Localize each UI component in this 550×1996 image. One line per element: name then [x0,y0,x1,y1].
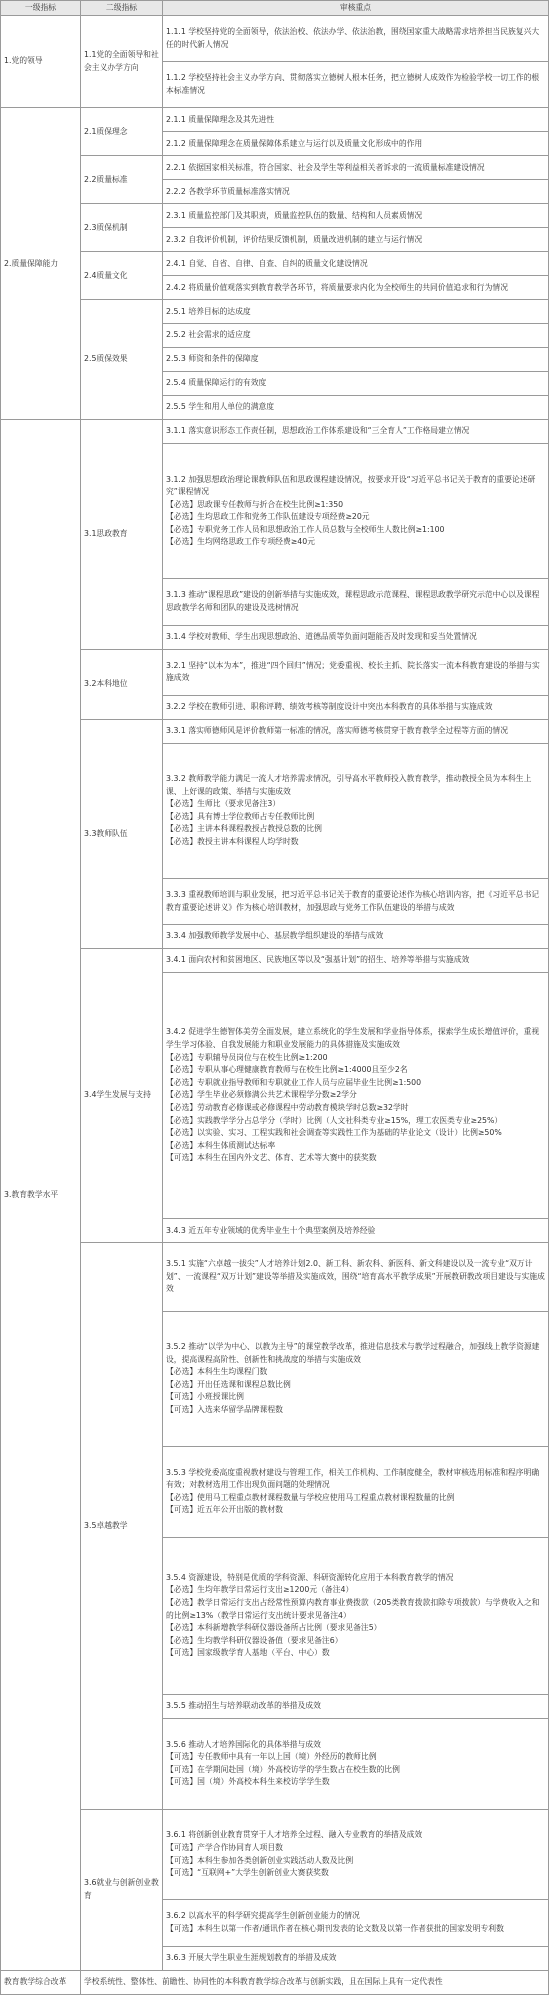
table-row [1,108,549,132]
table-row [1,204,549,228]
audit-item: 3.5.4 资源建设，特别是优质的学科资源、科研资源转化应用于本科教育教学的情况 【必选】生均年教学日常运行支出≥1200元（备注4） 【必选】教学日常运行支出占经常性预算内教育事业费拨款（205类教育拨款扣除专项拨款）与学费收入之和的比例≥13%（教学日常运行支出统计要求见备注4） 【必选】本科新增教学科研仪器设备所占比例（要求见备注5） 【必选】生均教学科研仪器设备值（要求见备注6） 【可选】国家级教学育人基地（平台、中心）数 [163,1537,549,1694]
audit-item: 2.5.2 社会需求的适应度 [163,324,549,348]
audit-item: 3.6.2 以高水平的科学研究提高学生创新创业能力的情况 【可选】本科生以第一作者/通讯作者在核心期刊发表的论文数及以第一作者获批的国家发明专利数 [163,1900,549,1946]
level2-cell: 2.1质保理念 [81,108,163,156]
table-header-row [1,1,549,16]
table-row [1,252,549,276]
audit-item: 1.1.2 学校坚持社会主义办学方向、贯彻落实立德树人根本任务，把立德树人成效作为检验学校一切工作的根本标准情况 [163,62,549,108]
audit-item: 2.5.1 培养目标的达成度 [163,300,549,324]
table-row [1,649,549,695]
level2-cell: 3.3教师队伍 [81,719,163,948]
level2-cell: 2.3质保机制 [81,204,163,252]
level2-cell: 3.4学生发展与支持 [81,949,163,1243]
audit-item: 3.1.1 落实意识形态工作责任制，思想政治工作体系建设和“三全育人”工作格局建立情况 [163,420,549,444]
audit-item: 2.4.1 自觉、自省、自律、自查、自纠的质量文化建设情况 [163,252,549,276]
audit-item: 2.5.3 师资和条件的保障度 [163,348,549,372]
audit-item: 3.3.2 教师教学能力满足一流人才培养需求情况，引导高水平教师投入教育教学，推动教授全员为本科生上课、上好课的政策、举措与实施成效 【必选】生师比（要求见备注3） 【必选】具有博士学位教师占专任教师比例 【必选】主讲本科课程教授占教授总数的比例 【必选】教授主讲本科课程人均学时数 [163,743,549,878]
audit-item: 2.3.1 质量监控部门及其职责，质量监控队伍的数量、结构和人员素质情况 [163,204,549,228]
table-row [1,1809,549,1900]
audit-item: 2.3.2 自我评价机制，评价结果反馈机制，质量改进机制的建立与运行情况 [163,228,549,252]
audit-item: 2.1.1 质量保障理念及其先进性 [163,108,549,132]
audit-item: 3.3.3 重视教师培训与职业发展，把习近平总书记关于教育的重要论述作为核心培训内容，把《习近平总书记教育重要论述讲义》作为核心培训教材，加强思政与党务工作队伍建设的举措与成效 [163,878,549,924]
level1-cell: 3.教育教学水平 [1,420,81,1970]
level2-cell: 3.1思政教育 [81,420,163,649]
audit-item: 3.1.2 加强思想政治理论课教师队伍和思政课程建设情况，按要求开设“习近平总书记关于教育的重要论述研究”课程情况 【必选】思政课专任教师与折合在校生比例≥1:350 【必选】生均思政工作和党务工作队伍建设专项经费≥20元 【必选】专职党务工作人员和思想政治工作人员总数与全校师生人数比例≥1:100 【必选】生均网络思政工作专项经费≥40元 [163,444,549,579]
audit-item: 2.5.5 学生和用人单位的满意度 [163,396,549,420]
audit-item: 3.5.6 推动人才培养国际化的具体举措与成效 【可选】专任教师中具有一年以上国（境）外经历的教师比例 【可选】在学期间赴国（境）外高校访学的学生数占在校生数的比例 【可选】国（境）外高校本科生来校访学学生数 [163,1719,549,1810]
audit-item: 2.4.2 将质量价值观落实到教育教学各环节，将质量要求内化为全校师生的共同价值追求和行为情况 [163,276,549,300]
audit-item: 3.3.4 加强教师教学发展中心、基层教学组织建设的举措与成效 [163,925,549,949]
table-row [1,420,549,444]
audit-item: 2.5.4 质量保障运行的有效度 [163,372,549,396]
table-row [1,1970,549,1994]
audit-item: 2.1.2 质量保障理念在质量保障体系建立与运行以及质量文化形成中的作用 [163,132,549,156]
table-row [1,1243,549,1311]
audit-item: 3.4.1 面向农村和贫困地区、民族地区等以及“强基计划”的招生、培养等举措与实施成效 [163,949,549,973]
audit-item: 3.2.1 坚持“以本为本”，推进“四个回归”情况；党委重视、校长主抓、院长落实一流本科教育建设的举措与实施成效 [163,649,549,695]
table-body [1,16,549,1995]
level1-cell: 教育教学综合改革 [1,1970,81,1994]
audit-item: 3.1.3 推动“课程思政”建设的创新举措与实施成效，课程思政示范课程、课程思政教学研究示范中心以及课程思政教学名师和团队的建设及选树情况 [163,579,549,625]
audit-item: 3.3.1 落实师德师风是评价教师第一标准的情况，落实师德考核贯穿于教育教学全过程等方面的情况 [163,719,549,743]
level2-cell: 2.4质量文化 [81,252,163,300]
audit-item: 2.2.1 依据国家相关标准，符合国家、社会及学生等利益相关者诉求的一流质量标准建设情况 [163,156,549,180]
audit-item: 3.2.2 学校在教师引进、职称评聘、绩效考核等制度设计中突出本科教育的具体举措与实施成效 [163,695,549,719]
audit-item: 3.5.2 推动“以学为中心、以教为主导”的课堂教学改革，推进信息技术与教学过程融合，加强线上教学资源建设，提高课程高阶性、创新性和挑战度的举措与实施成效 【必选】本科生生均课程门数 【必选】开出任选课和课程总数比例 【可选】小班授课比例 【可选】入选来华留学品牌课程数 [163,1311,549,1446]
audit-item: 1.1.1 学校坚持党的全面领导，依法治校、依法办学、依法治教，围绕国家重大战略需求培养担当民族复兴大任的时代新人情况 [163,16,549,62]
audit-item: 3.4.2 促进学生德智体美劳全面发展，建立系统化的学生发展和学业指导体系，探索学生成长增值评价，重视学生学习体验、自我发展能力和职业发展能力的具体措施及实施成效 【必选】专职辅导员岗位与在校生比例≥1:200 【必选】专职从事心理健康教育教师与在校生比例≥1:4000且至少2名 【必选】专职就业指导教师和专职就业工作人员与应届毕业生比例≥1:500 【必选】学生毕业必须修满公共艺术课程学分数≥2学分 【必选】劳动教育必修课或必修课程中劳动教育模块学时总数≥32学时 【必选】实践教学学分占总学分（学时）比例（人文社科类专业≥15%，理工农医类专业≥25%） 【必选】以实验、实习、工程实践和社会调查等实践性工作为基础的毕业论文（设计）比例≥50% 【必选】本科生体质测试达标率 【可选】本科生在国内外文艺、体育、艺术等大赛中的获奖数 [163,973,549,1219]
level2-cell: 3.5卓越教学 [81,1243,163,1809]
level2-cell: 3.6就业与创新创业教育 [81,1809,163,1970]
table-row [1,719,549,743]
level2-cell: 3.2本科地位 [81,649,163,719]
audit-item: 3.5.5 推动招生与培养联动改革的举措及成效 [163,1695,549,1719]
table-row [1,16,549,62]
level1-cell: 1.党的领导 [1,16,81,108]
level2-cell: 1.1党的全面领导和社会主义办学方向 [81,16,163,108]
header-level2: 二级指标 [81,1,163,16]
level2-cell: 2.5质保效果 [81,300,163,420]
header-level1: 一级指标 [1,1,81,16]
header-audit-focus: 审核重点 [163,1,549,16]
audit-item: 3.5.3 学校党委高度重视教材建设与管理工作，相关工作机构、工作制度健全，教材审核选用标准和程序明确有效；对教材选用工作出现负面问题的处理情况 【必选】使用马工程重点教材课程数量与学校应使用马工程重点教材课程数量的比例 【可选】近五年公开出版的教材数 [163,1446,549,1537]
audit-item: 3.6.3 开展大学生职业生涯规划教育的举措及成效 [163,1946,549,1970]
audit-item: 3.1.4 学校对教师、学生出现思想政治、道德品质等负面问题能否及时发现和妥当处置情况 [163,625,549,649]
level1-cell: 2.质量保障能力 [1,108,81,420]
table-row [1,300,549,324]
table-row [1,156,549,180]
audit-item: 2.2.2 各教学环节质量标准落实情况 [163,180,549,204]
level2-cell: 2.2质量标准 [81,156,163,204]
audit-item: 3.4.3 近五年专业领域的优秀毕业生十个典型案例及培养经验 [163,1219,549,1243]
audit-item: 学校系统性、整体性、前瞻性、协同性的本科教育教学综合改革与创新实践，且在国际上具有一定代表性 [81,1970,549,1994]
audit-item: 3.6.1 将创新创业教育贯穿于人才培养全过程、融入专业教育的举措及成效 【可选】产学合作协同育人项目数 【可选】本科生参加各类创新创业实践活动人数及比例 【可选】“互联网+”大学生创新创业大赛获奖数 [163,1809,549,1900]
table-row [1,949,549,973]
audit-item: 3.5.1 实施“六卓越一拔尖”人才培养计划2.0、新工科、新农科、新医科、新文科建设以及一流专业“双万计划”、一流课程“双万计划”建设等举措及实施成效，围绕“培育高水平教学成果”开展教研教改项目建设与实施成效 [163,1243,549,1311]
